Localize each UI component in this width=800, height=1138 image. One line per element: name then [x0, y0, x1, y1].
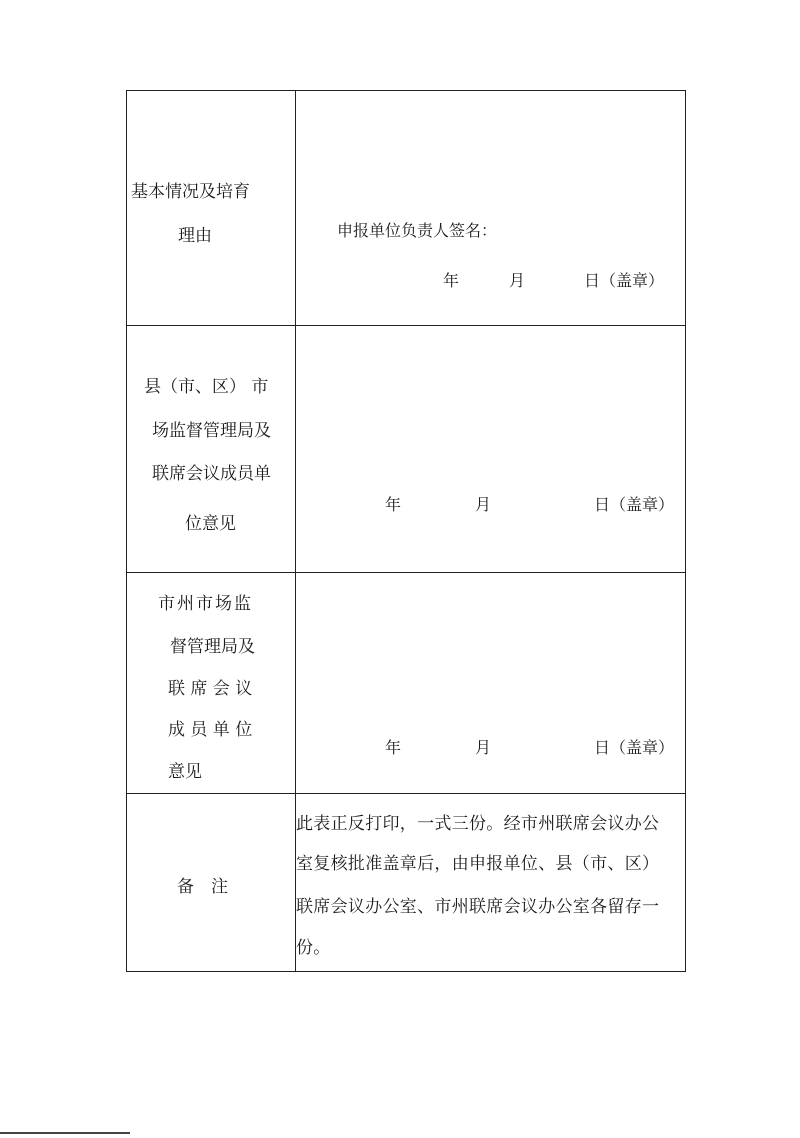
row-divider [127, 325, 685, 326]
row-label-line: 联席会议成员单 [152, 464, 271, 484]
row-label-line: 位意见 [185, 514, 236, 534]
row-label-line: 市州市场监 [158, 594, 253, 614]
date-year: 年 [385, 495, 402, 514]
row-divider [127, 572, 685, 573]
row-label-line: 基本情况及培育 [131, 182, 250, 202]
column-divider [295, 91, 296, 971]
remarks-label: 备 注 [177, 877, 228, 897]
signature-label: 申报单位负责人签名： [337, 221, 498, 240]
row-label-line: 县（市、区） 市 [144, 377, 269, 397]
row-label-line: 理由 [178, 226, 212, 246]
row-label-line: 意见 [168, 762, 202, 782]
remarks-text-line: 此表正反打印，一式三份。经市州联席会议办公 [296, 814, 660, 834]
date-day-seal: 日（盖章） [594, 495, 675, 514]
date-year: 年 [385, 738, 402, 757]
remarks-text-line: 联席会议办公室、市州联席会议办公室各留存一 [296, 897, 660, 917]
row-label-line: 督管理局及 [170, 637, 255, 657]
date-day-seal: 日（盖章） [584, 271, 665, 290]
row-divider [127, 793, 685, 794]
date-day-seal: 日（盖章） [594, 738, 675, 757]
date-month: 月 [475, 495, 492, 514]
remarks-text-line: 份。 [296, 938, 331, 958]
date-month: 月 [509, 271, 526, 290]
date-year: 年 [443, 271, 460, 290]
row-label-line: 场监督管理局及 [152, 421, 271, 441]
row-label-line: 联 席 会 议 [168, 679, 253, 699]
remarks-text-line: 室复核批准盖章后，由申报单位、县（市、区） [296, 854, 660, 874]
row-label-line: 成 员 单 位 [168, 720, 253, 740]
date-month: 月 [475, 738, 492, 757]
scan-edge-mark [0, 1132, 130, 1134]
